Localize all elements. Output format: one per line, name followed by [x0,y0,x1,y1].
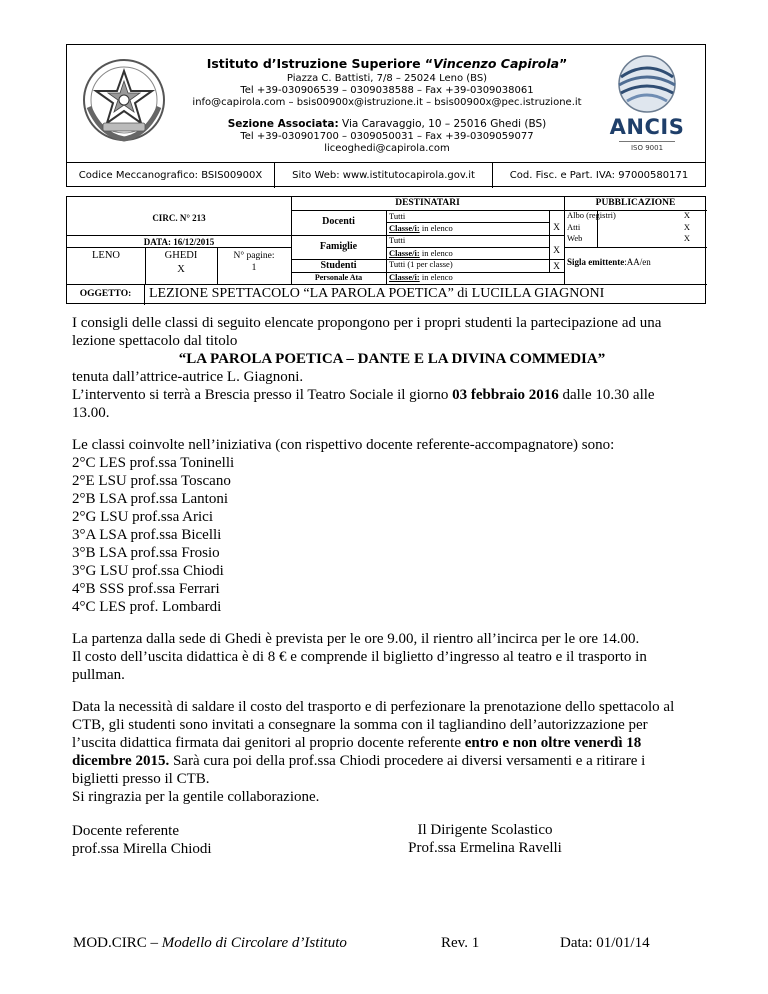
body-line: biglietti presso il CTB. [72,771,210,787]
pub-albo: Albo (registri) [567,210,616,220]
sede-ghedi: GHEDI [164,250,198,261]
referent-role: Docente referente [72,823,180,839]
docenti-mark: X [553,223,560,233]
sede-leno: LENO [92,250,120,261]
institute-title: Istituto d’Istruzione Superiore “Vincenzo Capirola” [206,56,568,71]
pub-web-mark: X [683,233,691,243]
signature-role: Il Dirigente Scolastico [417,822,553,838]
classes-intro: Le classi coinvolte nell’iniziativa (con rispettivo docente referente-accompagnatore) sono: [72,437,615,453]
circ-date: DATA: 16/12/2015 [143,237,215,247]
pub-atti: Atti [567,222,581,232]
sede-phones: Tel +39-030901700 – 0309050031 – Fax +39-0309059077 [240,131,534,142]
body-line: Si ringrazia per la gentile collaborazione. [72,789,320,805]
sede-ghedi-mark: X [177,264,185,275]
republic-emblem-icon [81,57,167,143]
studenti-classi: Classe/i: in elenco [389,272,453,282]
list-item: 2°E LSU prof.ssa Toscano [72,473,231,489]
circ-number: CIRC. N° 213 [152,213,206,223]
list-item: 2°G LSU prof.ssa Arici [72,509,213,525]
studenti-mark: X [553,262,560,272]
body-line: 13.00. [72,405,110,421]
footer-date: Data: 01/01/14 [560,935,650,951]
signature-name: Prof.ssa Ermelina Ravelli [408,840,562,856]
ancis-globe-icon [607,53,687,115]
pubblicazione-header: PUBBLICAZIONE [595,198,676,208]
list-item: 3°G LSU prof.ssa Chiodi [72,563,224,579]
list-item: 2°C LES prof.ssa Toninelli [72,455,235,471]
studenti-tutti: Tutti (1 per classe) [389,259,453,269]
famiglie-classi: Classe/i: in elenco [389,248,453,258]
body-line: La partenza dalla sede di Ghedi è prevista per le ore 9.00, il rientro all’incirca per le ore 14.00. [72,631,640,647]
famiglie-tutti: Tutti [389,235,406,245]
sede-associata: Sezione Associata: Via Caravaggio, 10 – 25016 Ghedi (BS) [227,118,547,130]
recipient-studenti: Studenti [320,260,357,271]
institute-phones: Tel +39-030906539 – 0309038588 – Fax +39-0309038061 [240,85,534,96]
footer-revision: Rev. 1 [441,935,480,951]
institute-address: Piazza C. Battisti, 7/8 – 25024 Leno (BS) [286,73,488,84]
codice-fiscale: Cod. Fisc. e Part. IVA: 97000580171 [509,170,689,181]
signature-block [385,821,585,857]
famiglie-mark: X [553,246,560,256]
footer-model: MOD.CIRC – Modello di Circolare d’Istituto [73,935,347,951]
list-item: 3°B LSA prof.ssa Frosio [72,545,220,561]
recipient-docenti: Docenti [322,216,355,227]
docenti-classi: Classe/i: in elenco [389,223,453,233]
body-line: tenuta dall’attrice-autrice L. Giagnoni. [72,369,304,385]
page-count-label: N° pagine: [233,251,275,261]
circular-info-table [66,196,706,304]
codice-meccanografico: Codice Meccanografico: BSIS00900X [67,163,275,188]
list-item: 4°B SSS prof.ssa Ferrari [72,581,220,597]
page-count: 1 [251,263,257,273]
list-item: 3°A LSA prof.ssa Bicelli [72,527,222,543]
body-line: I consigli delle classi di seguito elencate propongono per i propri studenti la partecipazione ad una [72,315,662,331]
ancis-logo [607,53,687,157]
list-item: 4°C LES prof. Lombardi [72,599,222,615]
body-line: Data la necessità di saldare il costo del trasporto e di perfezionare la prenotazione dello spettacolo al [72,699,675,715]
body-line: Il costo dell’uscita didattica è di 8 € e comprende il biglietto d’ingresso al teatro e il trasporto in [72,649,647,665]
referent-name: prof.ssa Mirella Chiodi [72,841,212,857]
docenti-tutti: Tutti [389,211,406,221]
pub-web: Web [567,233,583,243]
body-line: pullman. [72,667,125,683]
pub-atti-mark: X [683,222,691,232]
codes-row [67,162,705,188]
letterhead [66,44,706,187]
oggetto-label: OGGETTO: [79,289,132,299]
list-item: 2°B LSA prof.ssa Lantoni [72,491,228,507]
body-line: dicembre 2015. Sarà cura poi della prof.ssa Chiodi procedere ai diversi versamenti e a ritirare i [72,753,646,769]
body-line: CTB, gli studenti sono invitati a consegnare la somma con il tagliandino dell’autorizzazione per [72,717,648,733]
institute-emails: info@capirola.com – bsis00900x@istruzione.it – bsis00900x@pec.istruzione.it [192,97,582,108]
recipient-personale-ata: Personale Ata [314,273,363,282]
ancis-label: ANCIS [609,115,685,139]
sede-email: liceoghedi@capirola.com [324,143,450,154]
circular-body [72,314,712,858]
body-line: l’uscita didattica firmata dai genitori al proprio docente referente entro e non oltre venerdì 18 [72,735,642,751]
pub-albo-mark: X [683,210,691,220]
iso-label: ISO 9001 [619,141,675,152]
oggetto-text: LEZIONE SPETTACOLO “LA PAROLA POETICA” di LUCILLA GIAGNONI [149,286,605,301]
body-line: L’intervento si terrà a Brescia presso il Teatro Sociale il giorno 03 febbraio 2016 dalle 10.30 alle [72,387,655,403]
sito-web: Sito Web: www.istitutocapirola.gov.it [275,163,493,188]
body-line: lezione spettacolo dal titolo [72,333,238,349]
recipient-famiglie: Famiglie [319,241,358,252]
sigla-emittente: Sigla emittente:AA/en [567,257,651,267]
event-title: “LA PAROLA POETICA – DANTE E LA DIVINA COMMEDIA” [178,351,606,367]
destinatari-header: DESTINATARI [395,198,460,208]
